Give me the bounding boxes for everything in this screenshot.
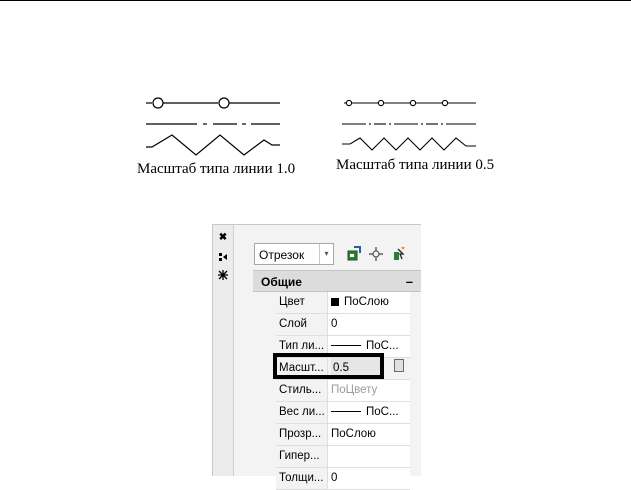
property-name: Толщи...: [276, 468, 328, 489]
zigzag-line: [146, 135, 280, 155]
highlight-box: [273, 353, 384, 379]
properties-table: [276, 292, 410, 490]
property-value[interactable]: 0: [328, 468, 410, 489]
linetype-sample-scale-05: [342, 100, 476, 150]
object-selector-row: [254, 243, 419, 267]
property-value[interactable]: ПоСлою: [328, 424, 410, 445]
caption-scale-05: Масштаб типа линии 0.5: [336, 157, 495, 173]
property-name: Цвет: [276, 292, 328, 313]
palette-content: [234, 225, 421, 484]
circle-marker-small: [410, 100, 415, 105]
property-value[interactable]: [328, 292, 410, 313]
object-type-select[interactable]: [254, 243, 334, 265]
object-type-value: Отрезок: [259, 248, 305, 262]
properties-palette: [212, 224, 421, 484]
caption-scale-1: Масштаб типа линии 1.0: [137, 161, 296, 177]
property-name: Прозр...: [276, 424, 328, 445]
property-row-color[interactable]: [276, 292, 410, 314]
property-name: Стиль...: [276, 380, 328, 401]
calculator-icon[interactable]: [394, 359, 404, 372]
section-general-header[interactable]: [253, 270, 421, 292]
circle-marker: [219, 98, 229, 108]
property-row-plot-style[interactable]: [276, 380, 410, 402]
property-value-text: ПоСлою: [344, 296, 389, 308]
linetype-sample-scale-1: [146, 98, 280, 155]
property-name: Слой: [276, 314, 328, 335]
color-swatch-icon: [331, 298, 339, 306]
chevron-down-icon[interactable]: ▾: [319, 244, 333, 264]
lineweight-preview-icon: [331, 411, 361, 412]
section-general-title: Общие: [261, 275, 302, 289]
circle-marker: [153, 98, 163, 108]
zigzag-line: [342, 138, 476, 150]
circle-marker-small: [378, 100, 383, 105]
linetype-scale-input[interactable]: 0.5: [331, 358, 382, 379]
circle-marker-small: [346, 100, 351, 105]
properties-icon[interactable]: [218, 270, 228, 280]
line-type-illustration: [0, 0, 631, 200]
property-row-transparency[interactable]: [276, 424, 410, 446]
property-name: Гипер...: [276, 446, 328, 467]
property-name: Масшт...: [276, 358, 328, 379]
property-value[interactable]: [328, 402, 410, 423]
select-objects-icon[interactable]: [368, 246, 384, 262]
property-name: Тип ли...: [276, 336, 328, 357]
linetype-preview-icon: [331, 345, 361, 346]
quick-select-icon[interactable]: [346, 246, 362, 262]
pickadd-icon[interactable]: [391, 246, 407, 262]
property-value-text: ПоС...: [366, 406, 399, 418]
circle-marker-small: [442, 100, 447, 105]
property-row-layer[interactable]: [276, 314, 410, 336]
palette-title-strip: [213, 225, 234, 476]
property-name: Вес ли...: [276, 402, 328, 423]
property-value: ПоЦвету: [328, 380, 410, 401]
property-value[interactable]: 0: [328, 314, 410, 335]
autohide-icon[interactable]: [218, 252, 228, 262]
collapse-icon[interactable]: –: [405, 274, 413, 289]
property-row-thickness[interactable]: [276, 468, 410, 490]
close-icon[interactable]: ✖: [218, 232, 228, 243]
property-value[interactable]: [328, 446, 410, 467]
property-row-lineweight[interactable]: [276, 402, 410, 424]
property-value-text: ПоС...: [366, 340, 399, 352]
property-row-hyperlink[interactable]: [276, 446, 410, 468]
